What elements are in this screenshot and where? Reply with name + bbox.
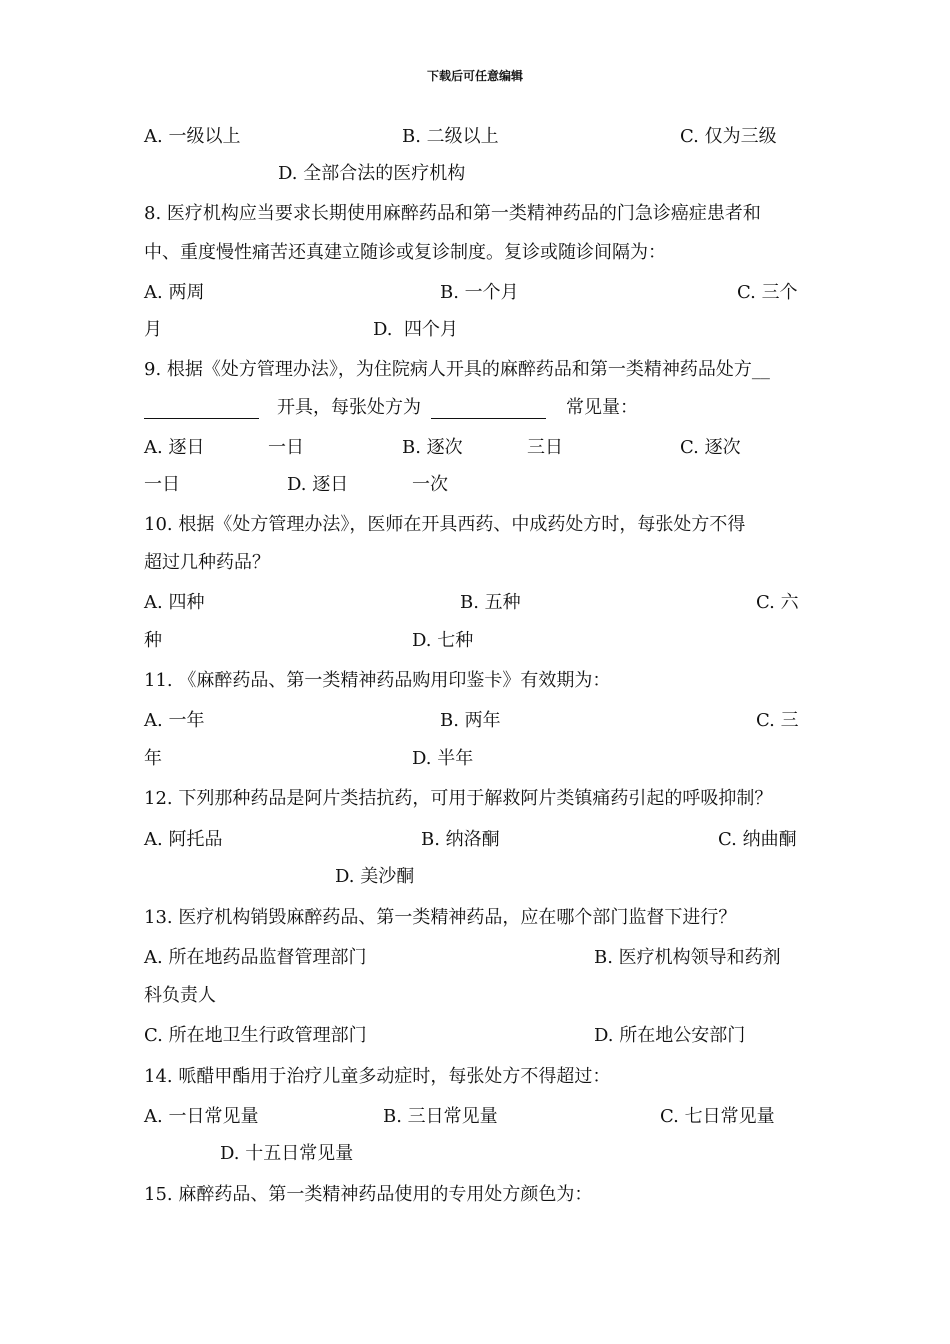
q14-option-d: D. 十五日常见量 bbox=[220, 1143, 354, 1164]
q13-option-b: B. 医疗机构领导和药剂 bbox=[594, 947, 781, 968]
q8-option-b: B. 一个月 bbox=[440, 282, 519, 303]
q14-option-c: C. 七日常见量 bbox=[660, 1106, 775, 1127]
q8-option-a: A. 两周 bbox=[144, 282, 205, 303]
q8-text-line2: 中、重度慢性痛苦还真建立随诊或复诊制度。复诊或随诊间隔为： bbox=[144, 242, 666, 263]
q10-text-line1: 10. 根据《处方管理办法》，医师在开具西药、中成药处方时，每张处方不得 bbox=[144, 514, 746, 535]
q10-option-c: C. 六 bbox=[756, 592, 799, 613]
q13-text-line1: 13. 医疗机构销毁麻醉药品、第一类精神药品，应在哪个部门监督下进行？ bbox=[144, 907, 737, 928]
q7-option-a: A. 一级以上 bbox=[144, 126, 241, 147]
q9-option-c-continued: 一日 bbox=[144, 474, 180, 495]
q10-option-b: B. 五种 bbox=[460, 592, 521, 613]
q12-option-d: D. 美沙酮 bbox=[335, 866, 415, 887]
q11-option-d: D. 半年 bbox=[412, 748, 474, 769]
q10-option-c-continued: 种 bbox=[144, 630, 162, 651]
q9-text-line2b: 常见量： bbox=[566, 397, 638, 418]
q10-text-line2: 超过几种药品？ bbox=[144, 552, 270, 573]
q10-option-d: D. 七种 bbox=[412, 630, 474, 651]
q8-option-d: D. 四个月 bbox=[373, 319, 458, 340]
q11-option-c-continued: 年 bbox=[144, 748, 162, 769]
q11-option-b: B. 两年 bbox=[440, 710, 501, 731]
q9-option-d-detail: 一次 bbox=[412, 474, 448, 495]
q12-option-c: C. 纳曲酮 bbox=[718, 829, 797, 850]
q14-option-b: B. 三日常见量 bbox=[383, 1106, 498, 1127]
q12-option-b: B. 纳洛酮 bbox=[421, 829, 500, 850]
page-header: 下载后可任意编辑 bbox=[426, 69, 523, 83]
q14-text-line1: 14. 哌醋甲酯用于治疗儿童多动症时，每张处方不得超过： bbox=[144, 1066, 611, 1087]
q9-text-line1: 9. 根据《处方管理办法》，为住院病人开具的麻醉药品和第一类精神药品处方__ bbox=[144, 359, 770, 380]
q7-option-b: B. 二级以上 bbox=[402, 126, 499, 147]
q10-option-a: A. 四种 bbox=[144, 592, 205, 613]
q11-option-c: C. 三 bbox=[756, 710, 799, 731]
q7-option-c: C. 仅为三级 bbox=[680, 126, 777, 147]
q12-option-a: A. 阿托品 bbox=[144, 829, 223, 850]
q8-text-line1: 8. 医疗机构应当要求长期使用麻醉药品和第一类精神药品的门急诊癌症患者和 bbox=[144, 203, 761, 224]
q14-option-a: A. 一日常见量 bbox=[144, 1106, 259, 1127]
q13-option-d: D. 所在地公安部门 bbox=[594, 1025, 746, 1046]
q13-option-a: A. 所在地药品监督管理部门 bbox=[144, 947, 367, 968]
q9-blank-2 bbox=[431, 397, 546, 419]
q9-blank-1 bbox=[144, 397, 259, 419]
q9-option-b-detail: 三日 bbox=[527, 437, 563, 458]
q9-text-line2a: 开具，每张处方为 bbox=[277, 397, 421, 418]
q13-option-b-continued: 科负责人 bbox=[144, 985, 216, 1006]
q13-option-c: C. 所在地卫生行政管理部门 bbox=[144, 1025, 367, 1046]
q15-text-line1: 15. 麻醉药品、第一类精神药品使用的专用处方颜色为： bbox=[144, 1184, 593, 1205]
q9-option-a-detail: 一日 bbox=[268, 437, 304, 458]
q8-option-c: C. 三个 bbox=[737, 282, 798, 303]
q9-option-c: C. 逐次 bbox=[680, 437, 741, 458]
q7-option-d: D. 全部合法的医疗机构 bbox=[278, 163, 466, 184]
q9-option-a: A. 逐日 bbox=[144, 437, 205, 458]
q11-option-a: A. 一年 bbox=[144, 710, 205, 731]
q11-text-line1: 11. 《麻醉药品、第一类精神药品购用印鉴卡》有效期为： bbox=[144, 670, 611, 691]
q12-text-line1: 12. 下列那种药品是阿片类拮抗药，可用于解救阿片类镇痛药引起的呼吸抑制？ bbox=[144, 788, 773, 809]
q9-option-b: B. 逐次 bbox=[402, 437, 463, 458]
q9-option-d: D. 逐日 bbox=[287, 474, 349, 495]
q8-option-c-continued: 月 bbox=[144, 319, 162, 340]
